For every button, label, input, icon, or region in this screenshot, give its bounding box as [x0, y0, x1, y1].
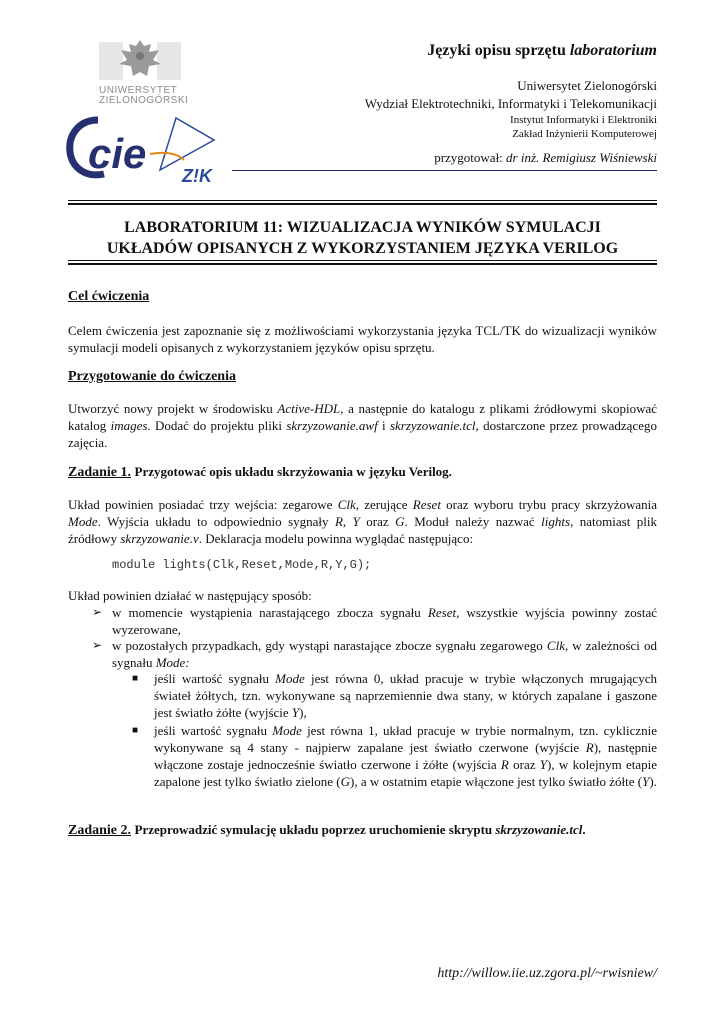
- task2-heading: [68, 822, 586, 839]
- cie-zik-logo: [64, 110, 224, 185]
- prep-text: Utworzyć nowy projekt w środowisku Active-HDL, a następnie do katalogu z plikami źródłowymi skopiować katalog images. Dodać do projektu pliki skrzyzowanie.awf i skrzyzowanie.tcl, dostarczone przez prowadzącego zajęcia.: [68, 401, 657, 450]
- header-divider: [232, 170, 657, 171]
- task2-number: Zadanie 2.: [68, 823, 132, 838]
- department-name: Zakład Inżynierii Komputerowej: [512, 128, 657, 140]
- faculty-name: Wydział Elektrotechniki, Informatyki i Telekomunikacji: [364, 96, 657, 111]
- author-prefix: przygotował:: [434, 150, 507, 165]
- course-title-italic: laboratorium: [569, 42, 657, 59]
- uz-logo-line-1: UNIWERSYTET: [99, 85, 178, 96]
- square-bullet-icon: ■: [132, 673, 139, 684]
- course-title-main: Języki opisu sprzętu: [427, 42, 570, 59]
- goal-heading: Cel ćwiczenia: [68, 289, 150, 304]
- task1-number: Zadanie 1.: [68, 465, 132, 480]
- document-title-line-2: UKŁADÓW OPISANYCH Z WYKORZYSTANIEM JĘZYKA VERILOG: [106, 240, 619, 257]
- prep-heading: Przygotowanie do ćwiczenia: [68, 369, 236, 384]
- list-item: ➢ w momencie wystąpienia narastającego zbocza sygnału Reset, wszystkie wyjścia powinny zostać wyzerowane,: [92, 605, 657, 637]
- university-name: Uniwersytet Zielonogórski: [517, 78, 657, 93]
- document-title-line-1: LABORATORIUM 11: WIZUALIZACJA WYNIKÓW SYMULACJI: [124, 219, 601, 236]
- eagle-emblem-icon: [95, 36, 185, 86]
- title-top-rule: [68, 200, 657, 205]
- footer-url: http://willow.iie.uz.zgora.pl/~rwisniew/: [437, 966, 657, 981]
- course-title: [427, 42, 657, 60]
- list-item: ■ jeśli wartość sygnału Mode jest równa 1, układ pracuje w trybie normalnym, tzn. cyklicznie wykonywane są 4 stany - najpierw zapalane jest światło czerwone (wyjście R), następnie włączone zostaje jednocześnie światło czerwone i żółte (wyjścia R oraz Y), w kolejnym etapie zapalone jest tylko światło zielone (G), a w ostatnim etapie włączone jest tylko światło żółte (Y).: [132, 723, 658, 789]
- institute-name: Instytut Informatyki i Elektroniki: [510, 114, 657, 126]
- uz-logo: [95, 36, 189, 116]
- task1-behavior-intro: Układ powinien działać w następujący sposób:: [68, 588, 312, 603]
- task1-paragraph: Układ powinien posiadać trzy wejścia: zegarowe Clk, zerujące Reset oraz wyboru trybu pracy skrzyżowania Mode. Wyjścia układu to odpowiednio sygnały R, Y oraz G. Moduł należy nazwać lights, natomiast plik źródłowy skrzyzowanie.v. Deklaracja modelu powinna wyglądać następująco:: [68, 497, 658, 546]
- task1-heading: [68, 464, 452, 481]
- uz-logo-line-2: ZIELONOGÓRSKI: [99, 95, 189, 106]
- author-name: dr inż. Remigiusz Wiśniewski: [506, 150, 657, 165]
- list-item: ■ jeśli wartość sygnału Mode jest równa 0, układ pracuje w trybie włączonych mrugających świateł żółtych, tzn. wykonywane są naprzemiennie dwa stany, w których zapalane i gaszone jest światło żółte (wyjście Y),: [132, 671, 657, 720]
- cie-logo-icon: [64, 110, 224, 185]
- cie-logo-text: cie: [88, 130, 147, 177]
- zik-logo-text: Z!K: [182, 166, 212, 185]
- square-bullet-icon: ■: [132, 725, 139, 736]
- author-line: [434, 150, 657, 166]
- document-title: [68, 217, 657, 259]
- title-bottom-rule: [68, 260, 657, 265]
- list-item: ➢ w pozostałych przypadkach, gdy wystąpi narastające zbocze sygnału zegarowego Clk, w zależności od sygnału Mode:: [92, 638, 657, 670]
- goal-text: Celem ćwiczenia jest zapoznanie się z możliwościami wykorzystania języka TCL/TK do wizualizacji wyników symulacji modeli opisanych z wykorzystaniem języków opisu sprzętu.: [68, 323, 657, 355]
- arrow-bullet-icon: ➢: [92, 605, 103, 619]
- arrow-bullet-icon: ➢: [92, 638, 103, 652]
- task2-description: Przeprowadzić symulację układu poprzez uruchomienie skryptu skrzyzowanie.tcl.: [134, 822, 586, 837]
- module-declaration-code: module lights(Clk,Reset,Mode,R,Y,G);: [112, 558, 372, 572]
- task1-description: Przygotować opis układu skrzyżowania w języku Verilog.: [134, 464, 452, 479]
